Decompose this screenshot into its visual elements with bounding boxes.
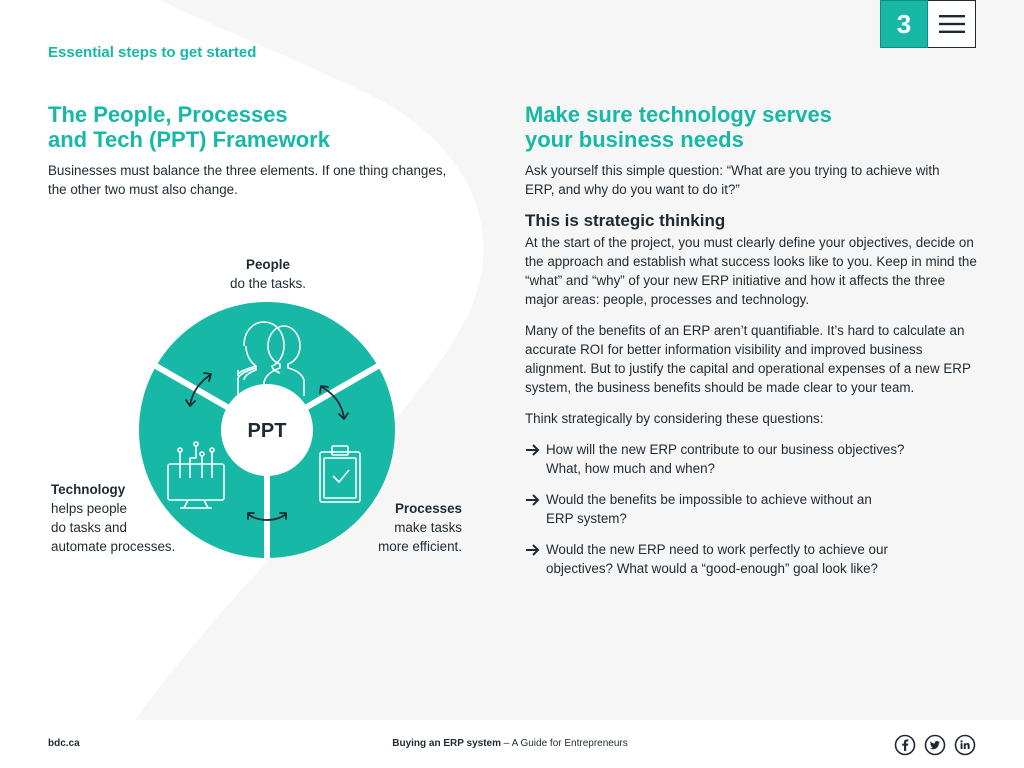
list-item xyxy=(525,440,977,478)
footer-doc-title: Buying an ERP system xyxy=(392,738,501,749)
framework-intro-line1: Businesses must balance the three elements. If one thing changes, xyxy=(48,163,447,178)
framework-title-line2: and Tech (PPT) Framework xyxy=(48,127,330,152)
page-number: 3 xyxy=(880,0,928,48)
framework-title-line1: The People, Processes xyxy=(48,102,288,127)
facebook-icon[interactable] xyxy=(894,734,916,756)
question-line2: objectives? What would a “good-enough” goal look like? xyxy=(546,561,878,576)
technology-section-title xyxy=(525,102,965,152)
processes-desc-line1: make tasks xyxy=(394,520,462,535)
paragraph-objectives: At the start of the project, you must clearly define your objectives, decide on the approach and establish what success looks like to you. Keep in mind the “what” and “why” of your new ERP initiative and how it affects the three major areas: people, processes and technology. xyxy=(525,235,977,307)
people-label xyxy=(200,255,336,293)
technology-desc-line2: do tasks and xyxy=(51,520,127,535)
arrow-right-icon xyxy=(525,490,546,511)
section-label: Essential steps to get started xyxy=(48,44,257,61)
processes-title: Processes xyxy=(394,501,462,516)
paragraph-think-strategically: Think strategically by considering these questions: xyxy=(525,411,824,426)
processes-desc-line2: more efficient. xyxy=(378,539,462,554)
linkedin-icon[interactable] xyxy=(954,734,976,756)
page-navigation xyxy=(880,0,976,48)
technology-title-line1: Make sure technology serves xyxy=(525,102,832,127)
footer-site-link[interactable]: bdc.ca xyxy=(48,738,80,749)
hamburger-menu-icon xyxy=(939,14,965,34)
technology-title-line2: your business needs xyxy=(525,127,744,152)
question-line1: Would the new ERP need to work perfectly to achieve our xyxy=(546,542,888,557)
people-desc: do the tasks. xyxy=(230,276,306,291)
question-line1: How will the new ERP contribute to our business objectives? xyxy=(546,442,905,457)
arrow-right-icon xyxy=(525,440,546,461)
list-item xyxy=(525,490,977,528)
question-text xyxy=(546,490,936,528)
question-line2: ERP system? xyxy=(546,511,627,526)
paragraph-benefits: Many of the benefits of an ERP aren’t quantifiable. It’s hard to calculate an accurate ROI for better information visibility and improved business alignment. But to justify the capital and operational expenses of a new ERP system, the business benefits should be made clear to your team. xyxy=(525,323,971,395)
framework-intro-line2: the other two must also change. xyxy=(48,182,238,197)
twitter-icon[interactable] xyxy=(924,734,946,756)
list-item xyxy=(525,540,977,578)
question-intro-line1: Ask yourself this simple question: “What are you trying to achieve with xyxy=(525,163,940,178)
strategic-thinking-heading: This is strategic thinking xyxy=(525,211,726,230)
technology-desc-line3: automate processes. xyxy=(51,539,176,554)
framework-intro xyxy=(48,161,488,199)
ppt-center-label: PPT xyxy=(247,420,287,442)
technology-desc-line1: helps people xyxy=(51,501,127,516)
question-line2: What, how much and when? xyxy=(546,461,715,476)
footer-doc-subtitle: – A Guide for Entrepreneurs xyxy=(501,738,628,749)
menu-button[interactable] xyxy=(928,0,976,48)
framework-title xyxy=(48,102,488,152)
question-line1: Would the benefits be impossible to achieve without an xyxy=(546,492,872,507)
arrow-right-icon xyxy=(525,540,546,561)
ppt-diagram xyxy=(138,300,396,560)
right-column-body xyxy=(525,161,977,590)
technology-title: Technology xyxy=(51,482,126,497)
questions-list xyxy=(525,440,977,578)
question-text xyxy=(546,540,936,578)
question-intro xyxy=(525,161,977,199)
people-title: People xyxy=(246,257,290,272)
question-intro-line2: ERP, and why do you want to do it?” xyxy=(525,182,740,197)
social-links xyxy=(894,734,976,756)
question-text xyxy=(546,440,936,478)
footer-document-title xyxy=(300,738,720,749)
